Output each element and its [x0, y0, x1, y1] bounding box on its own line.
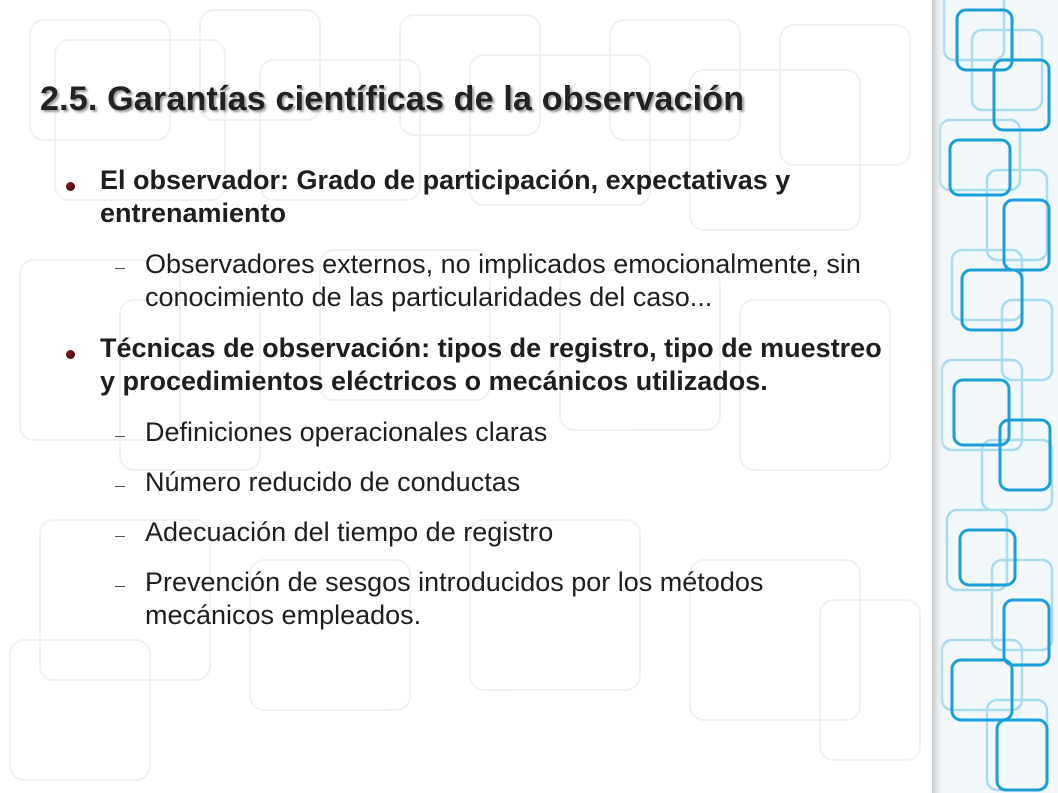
bullet-observer: [58, 164, 898, 230]
bullet-dot-icon: [66, 350, 75, 359]
sub-bullet-text: Definiciones operacionales claras: [145, 417, 548, 447]
slide-content: [58, 164, 898, 650]
bullet-techniques: [58, 332, 898, 398]
sub-bullet: [58, 416, 898, 449]
sub-list-observer: [58, 248, 898, 314]
sub-bullet: [58, 516, 898, 549]
sub-bullet-text: Observadores externos, no implicados emocionalmente, sin conocimiento de las particularidades del caso...: [145, 249, 861, 312]
sub-bullet: [58, 466, 898, 499]
sub-bullet: [58, 566, 898, 632]
dash-bullet-icon: [115, 486, 125, 487]
decorative-right-band: [932, 0, 1058, 793]
sub-bullet-text: Prevención de sesgos introducidos por los métodos mecánicos empleados.: [145, 567, 764, 630]
bullet-dot-icon: [66, 182, 75, 191]
dash-bullet-icon: [115, 586, 125, 587]
sub-list-techniques: [58, 416, 898, 632]
dash-bullet-icon: [115, 268, 125, 269]
slide-title: 2.5. Garantías científicas de la observación: [40, 80, 745, 118]
sub-bullet-text: Número reducido de conductas: [145, 467, 521, 497]
dash-bullet-icon: [115, 436, 125, 437]
sub-bullet: [58, 248, 898, 314]
dash-bullet-icon: [115, 536, 125, 537]
bullet-text: El observador: Grado de participación, expectativas y entrenamiento: [100, 165, 791, 228]
bullet-text: Técnicas de observación: tipos de registro, tipo de muestreo y procedimientos eléctricos o mecánicos utilizados.: [100, 333, 882, 396]
sub-bullet-text: Adecuación del tiempo de registro: [145, 517, 554, 547]
